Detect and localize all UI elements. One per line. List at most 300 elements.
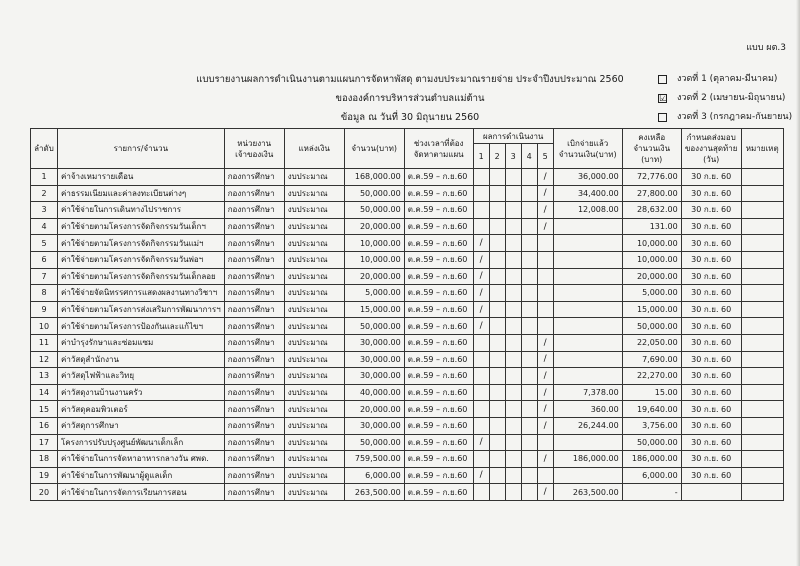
cell-item: ค่าบำรุงรักษาและซ่อมแซม: [58, 334, 225, 351]
cell-step-2: [489, 334, 505, 351]
cell-remark: [741, 318, 783, 335]
cell-remain: 15.00: [622, 384, 681, 401]
cell-remark: [741, 169, 783, 186]
cell-no: 14: [31, 384, 58, 401]
cell-period: ต.ค.59 – ก.ย.60: [404, 285, 473, 302]
cell-paid: 186,000.00: [553, 451, 622, 468]
cell-step-5: /: [537, 451, 553, 468]
cell-step-4: [521, 268, 537, 285]
cell-paid: [553, 318, 622, 335]
cell-item: ค่าใช้จ่ายตามโครงการป้องกันและแก้ไขฯ: [58, 318, 225, 335]
table-row: [31, 434, 784, 451]
cell-step-1: [473, 451, 489, 468]
quarter-option-2[interactable]: [658, 89, 792, 108]
cell-remark: [741, 351, 783, 368]
cell-no: 8: [31, 285, 58, 302]
cell-paid: [553, 218, 622, 235]
cell-item: ค่าธรรมเนียมและค่าลงทะเบียนต่างๆ: [58, 185, 225, 202]
cell-step-3: [505, 285, 521, 302]
cell-unit: กองการศึกษา: [224, 218, 284, 235]
cell-unit: กองการศึกษา: [224, 384, 284, 401]
cell-remark: [741, 218, 783, 235]
cell-source: งบประมาณ: [284, 235, 344, 252]
cell-period: ต.ค.59 – ก.ย.60: [404, 218, 473, 235]
cell-unit: กองการศึกษา: [224, 467, 284, 484]
cell-step-2: [489, 268, 505, 285]
cell-item: ค่าใช้จ่ายในการเดินทางไปราชการ: [58, 202, 225, 219]
cell-remain: 6,000.00: [622, 467, 681, 484]
cell-deadline: 30 ก.ย. 60: [681, 318, 741, 335]
cell-step-3: [505, 351, 521, 368]
cell-step-5: [537, 318, 553, 335]
cell-step-3: [505, 251, 521, 268]
cell-amount: 50,000.00: [344, 185, 404, 202]
cell-item: ค่าวัสดุไฟฟ้าและวิทยุ: [58, 368, 225, 385]
header-step-5: 5: [537, 144, 553, 169]
header-unit: [224, 129, 284, 169]
cell-step-2: [489, 301, 505, 318]
cell-no: 7: [31, 268, 58, 285]
cell-step-4: [521, 384, 537, 401]
cell-deadline: 30 ก.ย. 60: [681, 251, 741, 268]
cell-paid: [553, 235, 622, 252]
cell-step-3: [505, 467, 521, 484]
cell-item: ค่าใช้จ่ายตามโครงการจัดกิจกรรมวันเด็กลอย: [58, 268, 225, 285]
cell-remark: [741, 334, 783, 351]
header-step-2: 2: [489, 144, 505, 169]
cell-deadline: 30 ก.ย. 60: [681, 351, 741, 368]
cell-no: 16: [31, 417, 58, 434]
cell-amount: 263,500.00: [344, 484, 404, 501]
header-amount: จำนวน(บาท): [344, 129, 404, 169]
cell-source: งบประมาณ: [284, 202, 344, 219]
cell-no: 15: [31, 401, 58, 418]
cell-deadline: 30 ก.ย. 60: [681, 301, 741, 318]
cell-remain: 22,050.00: [622, 334, 681, 351]
header-item: รายการ/จำนวน: [58, 129, 225, 169]
title-line-3: ข้อมูล ณ วันที่ 30 มิถุนายน 2560: [340, 112, 480, 123]
cell-period: ต.ค.59 – ก.ย.60: [404, 368, 473, 385]
cell-step-2: [489, 401, 505, 418]
cell-step-4: [521, 301, 537, 318]
cell-period: ต.ค.59 – ก.ย.60: [404, 235, 473, 252]
cell-no: 19: [31, 467, 58, 484]
cell-step-4: [521, 451, 537, 468]
cell-step-2: [489, 251, 505, 268]
cell-remark: [741, 301, 783, 318]
cell-step-2: [489, 218, 505, 235]
cell-step-1: /: [473, 268, 489, 285]
report-title: [180, 70, 640, 127]
cell-deadline: 30 ก.ย. 60: [681, 384, 741, 401]
table-row: [31, 268, 784, 285]
cell-unit: กองการศึกษา: [224, 434, 284, 451]
cell-step-2: [489, 417, 505, 434]
cell-remain: 27,800.00: [622, 185, 681, 202]
cell-period: ต.ค.59 – ก.ย.60: [404, 202, 473, 219]
cell-step-1: [473, 401, 489, 418]
cell-no: 12: [31, 351, 58, 368]
table-row: [31, 202, 784, 219]
cell-remark: [741, 268, 783, 285]
cell-step-4: [521, 334, 537, 351]
cell-period: ต.ค.59 – ก.ย.60: [404, 434, 473, 451]
cell-amount: 50,000.00: [344, 202, 404, 219]
cell-unit: กองการศึกษา: [224, 368, 284, 385]
header-remark: หมายเหตุ: [741, 129, 783, 169]
cell-step-3: [505, 384, 521, 401]
cell-deadline: 30 ก.ย. 60: [681, 417, 741, 434]
cell-source: งบประมาณ: [284, 484, 344, 501]
cell-period: ต.ค.59 – ก.ย.60: [404, 417, 473, 434]
cell-amount: 30,000.00: [344, 417, 404, 434]
cell-step-2: [489, 235, 505, 252]
cell-remain: 19,640.00: [622, 401, 681, 418]
table-row: [31, 384, 784, 401]
quarter-label: งวดที่ 3 (กรกฎาคม-กันยายน): [677, 112, 793, 122]
cell-step-5: /: [537, 401, 553, 418]
cell-period: ต.ค.59 – ก.ย.60: [404, 268, 473, 285]
header-period-line2: จัดหาตามแผน: [413, 149, 464, 159]
cell-step-3: [505, 185, 521, 202]
cell-step-1: [473, 202, 489, 219]
cell-source: งบประมาณ: [284, 467, 344, 484]
cell-step-4: [521, 185, 537, 202]
quarter-label: งวดที่ 1 (ตุลาคม-มีนาคม): [677, 74, 778, 84]
cell-period: ต.ค.59 – ก.ย.60: [404, 334, 473, 351]
header-remain-line3: (บาท): [641, 155, 663, 164]
header-period: [404, 129, 473, 169]
cell-unit: กองการศึกษา: [224, 301, 284, 318]
quarter-checkbox[interactable]: [658, 75, 667, 84]
cell-step-3: [505, 484, 521, 501]
cell-paid: [553, 251, 622, 268]
cell-period: ต.ค.59 – ก.ย.60: [404, 251, 473, 268]
cell-deadline: 30 ก.ย. 60: [681, 185, 741, 202]
table-row: [31, 401, 784, 418]
cell-step-3: [505, 417, 521, 434]
cell-unit: กองการศึกษา: [224, 334, 284, 351]
header-remain: [622, 129, 681, 169]
cell-remain: -: [622, 484, 681, 501]
table-row: [31, 185, 784, 202]
cell-step-5: [537, 251, 553, 268]
cell-step-5: /: [537, 484, 553, 501]
cell-amount: 15,000.00: [344, 301, 404, 318]
cell-unit: กองการศึกษา: [224, 451, 284, 468]
cell-source: งบประมาณ: [284, 185, 344, 202]
cell-source: งบประมาณ: [284, 351, 344, 368]
header-paid: [553, 129, 622, 169]
cell-remain: 131.00: [622, 218, 681, 235]
cell-step-3: [505, 434, 521, 451]
cell-amount: 50,000.00: [344, 434, 404, 451]
table-row: [31, 334, 784, 351]
cell-remark: [741, 434, 783, 451]
cell-deadline: 30 ก.ย. 60: [681, 368, 741, 385]
title-line-2: ขององค์การบริหารส่วนตำบลแม่ต้าน: [335, 93, 485, 104]
cell-deadline: 30 ก.ย. 60: [681, 202, 741, 219]
cell-step-2: [489, 368, 505, 385]
quarter-option-3[interactable]: [658, 108, 792, 127]
cell-step-5: /: [537, 169, 553, 186]
cell-source: งบประมาณ: [284, 285, 344, 302]
cell-step-3: [505, 301, 521, 318]
cell-deadline: 30 ก.ย. 60: [681, 268, 741, 285]
cell-no: 6: [31, 251, 58, 268]
quarter-checkbox[interactable]: [658, 113, 667, 122]
header-step-3: 3: [505, 144, 521, 169]
cell-step-2: [489, 185, 505, 202]
table-row: [31, 251, 784, 268]
cell-remain: 50,000.00: [622, 434, 681, 451]
table-row: [31, 451, 784, 468]
cell-period: ต.ค.59 – ก.ย.60: [404, 185, 473, 202]
cell-period: ต.ค.59 – ก.ย.60: [404, 169, 473, 186]
cell-paid: 7,378.00: [553, 384, 622, 401]
header-no: ลำดับ: [31, 129, 58, 169]
cell-no: 18: [31, 451, 58, 468]
cell-remark: [741, 484, 783, 501]
cell-unit: กองการศึกษา: [224, 285, 284, 302]
cell-deadline: 30 ก.ย. 60: [681, 434, 741, 451]
cell-step-1: [473, 169, 489, 186]
cell-remain: 72,776.00: [622, 169, 681, 186]
cell-step-3: [505, 368, 521, 385]
cell-step-4: [521, 401, 537, 418]
cell-step-1: /: [473, 285, 489, 302]
cell-step-4: [521, 417, 537, 434]
cell-remain: 5,000.00: [622, 285, 681, 302]
table-row: [31, 318, 784, 335]
cell-step-3: [505, 451, 521, 468]
cell-amount: 30,000.00: [344, 351, 404, 368]
cell-step-1: /: [473, 235, 489, 252]
quarter-label: งวดที่ 2 (เมษายน-มิถุนายน): [677, 93, 786, 103]
header-step-1: 1: [473, 144, 489, 169]
cell-unit: กองการศึกษา: [224, 484, 284, 501]
cell-remark: [741, 417, 783, 434]
cell-amount: 30,000.00: [344, 334, 404, 351]
cell-item: ค่าวัสดุคอมพิวเตอร์: [58, 401, 225, 418]
cell-step-5: [537, 268, 553, 285]
cell-step-2: [489, 202, 505, 219]
cell-item: ค่าใช้จ่ายตามโครงการจัดกิจกรรมวันแม่ฯ: [58, 235, 225, 252]
cell-paid: 12,008.00: [553, 202, 622, 219]
cell-amount: 20,000.00: [344, 268, 404, 285]
quarter-checkbox[interactable]: ☑: [659, 94, 668, 104]
cell-deadline: 30 ก.ย. 60: [681, 334, 741, 351]
cell-item: โครงการปรับปรุงศูนย์พัฒนาเด็กเล็ก: [58, 434, 225, 451]
cell-remark: [741, 235, 783, 252]
quarter-option-1[interactable]: [658, 70, 792, 89]
cell-remain: 3,756.00: [622, 417, 681, 434]
cell-period: ต.ค.59 – ก.ย.60: [404, 467, 473, 484]
cell-item: ค่าใช้จ่ายตามโครงการจัดกิจกรรมวันพ่อฯ: [58, 251, 225, 268]
cell-period: ต.ค.59 – ก.ย.60: [404, 384, 473, 401]
cell-source: งบประมาณ: [284, 318, 344, 335]
cell-step-3: [505, 202, 521, 219]
cell-deadline: 30 ก.ย. 60: [681, 467, 741, 484]
cell-remain: 15,000.00: [622, 301, 681, 318]
cell-step-4: [521, 484, 537, 501]
cell-step-4: [521, 169, 537, 186]
cell-remark: [741, 451, 783, 468]
header-remain-line2: จำนวนเงิน: [633, 144, 671, 153]
cell-unit: กองการศึกษา: [224, 401, 284, 418]
cell-step-5: /: [537, 218, 553, 235]
cell-step-5: /: [537, 417, 553, 434]
cell-step-5: /: [537, 202, 553, 219]
table-row: [31, 301, 784, 318]
cell-unit: กองการศึกษา: [224, 251, 284, 268]
cell-source: งบประมาณ: [284, 368, 344, 385]
cell-step-4: [521, 218, 537, 235]
cell-step-1: [473, 185, 489, 202]
cell-step-4: [521, 318, 537, 335]
cell-remain: 10,000.00: [622, 235, 681, 252]
cell-no: 17: [31, 434, 58, 451]
cell-remain: 10,000.00: [622, 251, 681, 268]
cell-item: ค่าใช้จ่ายในการจัดการเรียนการสอน: [58, 484, 225, 501]
cell-unit: กองการศึกษา: [224, 202, 284, 219]
cell-remark: [741, 285, 783, 302]
cell-step-5: /: [537, 185, 553, 202]
cell-no: 20: [31, 484, 58, 501]
cell-source: งบประมาณ: [284, 434, 344, 451]
procurement-table: [30, 128, 784, 501]
cell-remark: [741, 384, 783, 401]
table-row: [31, 484, 784, 501]
header-deadline-line3: (วัน): [703, 155, 720, 164]
cell-amount: 10,000.00: [344, 235, 404, 252]
header-step-4: 4: [521, 144, 537, 169]
cell-paid: [553, 368, 622, 385]
cell-no: 4: [31, 218, 58, 235]
cell-source: งบประมาณ: [284, 334, 344, 351]
cell-paid: 360.00: [553, 401, 622, 418]
cell-remark: [741, 368, 783, 385]
cell-no: 9: [31, 301, 58, 318]
cell-step-3: [505, 169, 521, 186]
cell-paid: 263,500.00: [553, 484, 622, 501]
table-row: [31, 235, 784, 252]
cell-paid: [553, 285, 622, 302]
cell-step-3: [505, 268, 521, 285]
cell-source: งบประมาณ: [284, 268, 344, 285]
cell-step-1: /: [473, 301, 489, 318]
cell-step-4: [521, 235, 537, 252]
cell-paid: [553, 334, 622, 351]
cell-no: 13: [31, 368, 58, 385]
header-source: แหล่งเงิน: [284, 129, 344, 169]
cell-deadline: 30 ก.ย. 60: [681, 218, 741, 235]
table-row: [31, 351, 784, 368]
header-unit-line1: หน่วยงาน: [237, 138, 272, 148]
cell-unit: กองการศึกษา: [224, 318, 284, 335]
header-deadline: [681, 129, 741, 169]
cell-remark: [741, 251, 783, 268]
cell-remain: 22,270.00: [622, 368, 681, 385]
cell-source: งบประมาณ: [284, 218, 344, 235]
table-row: [31, 169, 784, 186]
cell-paid: [553, 268, 622, 285]
cell-step-5: [537, 434, 553, 451]
cell-period: ต.ค.59 – ก.ย.60: [404, 318, 473, 335]
cell-no: 2: [31, 185, 58, 202]
quarter-checklist: [658, 70, 792, 127]
cell-unit: กองการศึกษา: [224, 235, 284, 252]
cell-unit: กองการศึกษา: [224, 417, 284, 434]
cell-step-5: /: [537, 334, 553, 351]
cell-step-1: /: [473, 467, 489, 484]
cell-item: ค่าวัสดุการศึกษา: [58, 417, 225, 434]
form-code: แบบ ผต.3: [746, 43, 786, 53]
cell-step-5: [537, 285, 553, 302]
cell-amount: 20,000.00: [344, 401, 404, 418]
cell-step-2: [489, 351, 505, 368]
cell-no: 5: [31, 235, 58, 252]
table-row: [31, 417, 784, 434]
cell-remain: 7,690.00: [622, 351, 681, 368]
cell-step-2: [489, 484, 505, 501]
cell-step-4: [521, 351, 537, 368]
cell-step-3: [505, 218, 521, 235]
cell-amount: 759,500.00: [344, 451, 404, 468]
cell-no: 11: [31, 334, 58, 351]
cell-step-4: [521, 251, 537, 268]
cell-item: ค่าวัสดุสำนักงาน: [58, 351, 225, 368]
cell-step-1: [473, 368, 489, 385]
cell-deadline: 30 ก.ย. 60: [681, 235, 741, 252]
cell-amount: 10,000.00: [344, 251, 404, 268]
cell-step-3: [505, 318, 521, 335]
cell-source: งบประมาณ: [284, 169, 344, 186]
header-paid-line2: จำนวนเงิน(บาท): [558, 149, 617, 159]
cell-remain: 28,632.00: [622, 202, 681, 219]
cell-step-4: [521, 368, 537, 385]
cell-item: ค่าใช้จ่ายตามโครงการจัดกิจกรรมวันเด็กฯ: [58, 218, 225, 235]
cell-step-4: [521, 467, 537, 484]
cell-step-1: /: [473, 251, 489, 268]
cell-step-5: [537, 467, 553, 484]
cell-step-5: /: [537, 384, 553, 401]
cell-amount: 6,000.00: [344, 467, 404, 484]
cell-paid: [553, 467, 622, 484]
cell-source: งบประมาณ: [284, 301, 344, 318]
cell-step-1: /: [473, 318, 489, 335]
cell-no: 3: [31, 202, 58, 219]
cell-step-4: [521, 202, 537, 219]
table-body: [31, 169, 784, 501]
header-unit-line2: เจ้าของเงิน: [235, 149, 274, 159]
cell-step-2: [489, 434, 505, 451]
cell-remark: [741, 202, 783, 219]
cell-source: งบประมาณ: [284, 251, 344, 268]
cell-item: ค่าวัสดุงานบ้านงานครัว: [58, 384, 225, 401]
cell-item: ค่าจ้างเหมารายเดือน: [58, 169, 225, 186]
header-remain-line1: คงเหลือ: [638, 133, 666, 142]
cell-deadline: 30 ก.ย. 60: [681, 401, 741, 418]
cell-item: ค่าใช้จ่ายตามโครงการส่งเสริมการพัฒนาการฯ: [58, 301, 225, 318]
table-row: [31, 467, 784, 484]
cell-deadline: 30 ก.ย. 60: [681, 169, 741, 186]
title-line-1: แบบรายงานผลการดำเนินงานตามแผนการจัดหาพัสดุ ตามงบประมาณรายจ่าย ประจำปีงบประมาณ 2560: [196, 74, 624, 85]
cell-step-4: [521, 434, 537, 451]
header-deadline-line2: ของงานสุดท้าย: [684, 144, 738, 153]
cell-remark: [741, 185, 783, 202]
cell-amount: 40,000.00: [344, 384, 404, 401]
